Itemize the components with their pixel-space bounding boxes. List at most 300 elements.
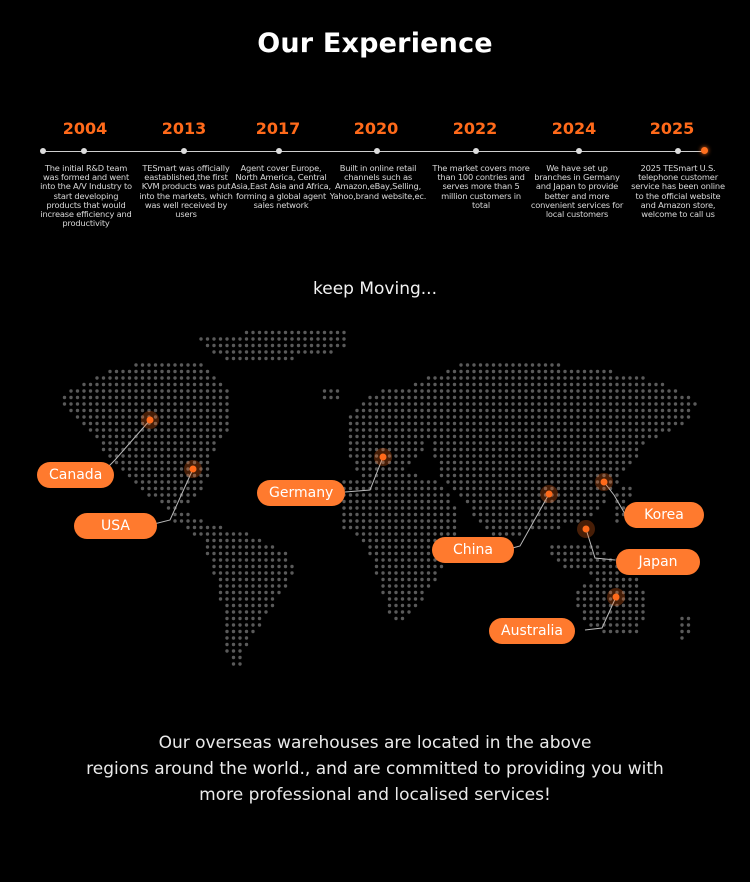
map-dot <box>622 461 625 464</box>
map-dot <box>173 461 176 464</box>
map-dot <box>537 363 540 366</box>
map-dot <box>602 584 605 587</box>
map-dot <box>147 441 150 444</box>
map-dot <box>115 441 118 444</box>
map-dot <box>342 337 345 340</box>
map-dot <box>394 565 397 568</box>
map-dot <box>63 396 66 399</box>
map-dot <box>160 448 163 451</box>
map-dot <box>193 363 196 366</box>
map-dot <box>544 461 547 464</box>
map-dot <box>498 500 501 503</box>
map-dot <box>479 383 482 386</box>
map-dot <box>394 604 397 607</box>
map-dot <box>511 383 514 386</box>
map-dot <box>531 487 534 490</box>
map-dot <box>537 441 540 444</box>
map-dot <box>518 396 521 399</box>
map-dot <box>479 513 482 516</box>
map-dot <box>102 389 105 392</box>
map-dot <box>121 409 124 412</box>
map-dot <box>180 480 183 483</box>
map-dot <box>531 454 534 457</box>
map-dot <box>596 500 599 503</box>
map-dot <box>537 376 540 379</box>
map-dot <box>284 571 287 574</box>
map-dot <box>212 435 215 438</box>
location-label-china: China <box>432 537 514 563</box>
map-dot <box>193 383 196 386</box>
map-dot <box>407 578 410 581</box>
map-dot <box>349 428 352 431</box>
map-dot <box>69 389 72 392</box>
map-dot <box>342 513 345 516</box>
map-dot <box>349 487 352 490</box>
map-dot <box>472 474 475 477</box>
map-dot <box>615 474 618 477</box>
map-dot <box>459 448 462 451</box>
map-dot <box>433 480 436 483</box>
map-dot <box>589 558 592 561</box>
map-dot <box>485 422 488 425</box>
map-dot <box>147 363 150 366</box>
map-dot <box>609 461 612 464</box>
map-dot <box>524 370 527 373</box>
map-dot <box>206 402 209 405</box>
map-dot <box>498 448 501 451</box>
map-dot <box>121 428 124 431</box>
map-dot <box>212 402 215 405</box>
map-dot <box>290 331 293 334</box>
map-dot <box>414 493 417 496</box>
map-dot <box>375 558 378 561</box>
map-dot <box>609 383 612 386</box>
map-dot <box>570 409 573 412</box>
map-dot <box>394 617 397 620</box>
map-dot <box>583 597 586 600</box>
map-dot <box>141 454 144 457</box>
map-dot <box>680 623 683 626</box>
map-dot <box>362 532 365 535</box>
map-dot <box>628 591 631 594</box>
map-dot <box>602 571 605 574</box>
map-dot <box>375 422 378 425</box>
map-dot <box>466 402 469 405</box>
timeline-description: TESmart was officially eastablished,the first KVM products was put into the markets, which was well received by users <box>139 163 233 220</box>
map-dot <box>498 396 501 399</box>
map-dot <box>394 415 397 418</box>
map-dot <box>466 415 469 418</box>
map-dot <box>394 435 397 438</box>
map-dot <box>628 435 631 438</box>
map-dot <box>128 376 131 379</box>
map-dot <box>271 552 274 555</box>
map-dot <box>258 350 261 353</box>
map-dot <box>654 422 657 425</box>
map-dot <box>537 409 540 412</box>
map-dot <box>173 383 176 386</box>
map-dot <box>206 415 209 418</box>
map-dot <box>401 467 404 470</box>
map-dot <box>518 474 521 477</box>
map-dot <box>453 474 456 477</box>
map-dot <box>180 448 183 451</box>
map-dot <box>531 435 534 438</box>
map-dot <box>446 415 449 418</box>
map-dot <box>219 337 222 340</box>
map-dot <box>212 545 215 548</box>
timeline-dot <box>675 148 681 154</box>
map-dot <box>505 383 508 386</box>
map-dot <box>401 591 404 594</box>
map-dot <box>622 617 625 620</box>
map-dot <box>232 610 235 613</box>
map-dot <box>628 454 631 457</box>
map-dot <box>108 383 111 386</box>
map-dot <box>238 344 241 347</box>
map-dot <box>609 370 612 373</box>
map-dot <box>570 474 573 477</box>
map-dot <box>641 422 644 425</box>
map-dot <box>563 545 566 548</box>
map-dot <box>225 396 228 399</box>
map-dot <box>180 500 183 503</box>
map-dot <box>472 487 475 490</box>
map-dot <box>160 383 163 386</box>
map-dot <box>167 500 170 503</box>
map-dot <box>505 526 508 529</box>
map-dot <box>440 448 443 451</box>
map-dot <box>492 441 495 444</box>
map-dot <box>479 493 482 496</box>
map-dot <box>167 402 170 405</box>
map-dot <box>648 428 651 431</box>
map-dot <box>225 630 228 633</box>
map-dot <box>557 506 560 509</box>
map-dot <box>648 383 651 386</box>
map-dot <box>648 435 651 438</box>
map-dot <box>134 409 137 412</box>
map-dot <box>414 383 417 386</box>
map-dot <box>414 454 417 457</box>
map-dot <box>388 526 391 529</box>
map-dot <box>583 506 586 509</box>
map-dot <box>414 415 417 418</box>
map-dot <box>407 552 410 555</box>
map-dot <box>459 383 462 386</box>
map-dot <box>667 389 670 392</box>
map-dot <box>589 376 592 379</box>
map-dot <box>414 435 417 438</box>
map-dot <box>121 441 124 444</box>
map-dot <box>401 441 404 444</box>
map-dot <box>115 428 118 431</box>
map-dot <box>453 513 456 516</box>
map-dot <box>407 571 410 574</box>
map-dot <box>180 441 183 444</box>
timeline-year: 2025 <box>649 119 695 138</box>
map-dot <box>368 402 371 405</box>
map-dot <box>238 643 241 646</box>
map-dot <box>154 467 157 470</box>
map-dot <box>466 428 469 431</box>
map-dot <box>628 409 631 412</box>
map-dot <box>225 617 228 620</box>
map-dot <box>622 428 625 431</box>
map-dot <box>388 506 391 509</box>
map-dot <box>433 428 436 431</box>
map-dot <box>193 402 196 405</box>
map-dot <box>219 532 222 535</box>
map-dot <box>570 454 573 457</box>
map-dot <box>251 344 254 347</box>
map-dot <box>433 487 436 490</box>
map-dot <box>375 396 378 399</box>
map-dot <box>576 545 579 548</box>
map-dot <box>596 441 599 444</box>
map-dot <box>479 422 482 425</box>
map-dot <box>212 558 215 561</box>
map-dot <box>492 370 495 373</box>
map-dot <box>388 558 391 561</box>
map-dot <box>641 415 644 418</box>
map-dot <box>492 376 495 379</box>
map-dot <box>349 422 352 425</box>
map-dot <box>401 584 404 587</box>
map-dot <box>258 331 261 334</box>
map-dot <box>472 415 475 418</box>
map-dot <box>466 474 469 477</box>
map-dot <box>609 565 612 568</box>
map-dot <box>433 454 436 457</box>
map-dot <box>128 435 131 438</box>
map-dot <box>271 604 274 607</box>
map-dot <box>141 448 144 451</box>
map-dot <box>453 409 456 412</box>
map-dot <box>466 448 469 451</box>
location-marker-germany <box>380 454 387 461</box>
map-dot <box>687 402 690 405</box>
map-dot <box>446 441 449 444</box>
map-dot <box>225 337 228 340</box>
map-dot <box>258 344 261 347</box>
map-dot <box>407 415 410 418</box>
map-dot <box>258 337 261 340</box>
map-dot <box>498 402 501 405</box>
map-dot <box>219 350 222 353</box>
map-dot <box>303 344 306 347</box>
map-dot <box>414 506 417 509</box>
map-dot <box>394 513 397 516</box>
map-dot <box>349 519 352 522</box>
map-dot <box>381 441 384 444</box>
map-dot <box>433 500 436 503</box>
map-dot <box>186 441 189 444</box>
map-dot <box>95 415 98 418</box>
map-dot <box>342 506 345 509</box>
map-dot <box>362 487 365 490</box>
map-dot <box>225 357 228 360</box>
map-dot <box>284 565 287 568</box>
map-dot <box>193 415 196 418</box>
map-dot <box>570 565 573 568</box>
map-dot <box>401 539 404 542</box>
map-dot <box>355 513 358 516</box>
map-dot <box>420 513 423 516</box>
map-dot <box>602 389 605 392</box>
map-dot <box>381 474 384 477</box>
map-dot <box>388 584 391 587</box>
map-dot <box>414 545 417 548</box>
map-dot <box>472 441 475 444</box>
map-dot <box>225 597 228 600</box>
map-dot <box>661 389 664 392</box>
map-dot <box>381 435 384 438</box>
map-dot <box>635 623 638 626</box>
map-dot <box>466 396 469 399</box>
map-dot <box>232 357 235 360</box>
map-dot <box>511 415 514 418</box>
map-dot <box>427 545 430 548</box>
map-dot <box>121 467 124 470</box>
map-dot <box>570 435 573 438</box>
map-dot <box>550 383 553 386</box>
map-dot <box>297 350 300 353</box>
map-dot <box>225 539 228 542</box>
map-dot <box>440 409 443 412</box>
map-dot <box>479 441 482 444</box>
map-dot <box>238 597 241 600</box>
map-dot <box>407 409 410 412</box>
map-dot <box>186 383 189 386</box>
map-dot <box>336 396 339 399</box>
map-dot <box>583 617 586 620</box>
map-dot <box>446 506 449 509</box>
map-dot <box>368 532 371 535</box>
map-dot <box>505 474 508 477</box>
map-dot <box>609 617 612 620</box>
map-dot <box>427 409 430 412</box>
map-dot <box>433 506 436 509</box>
map-dot <box>206 370 209 373</box>
map-dot <box>563 552 566 555</box>
map-dot <box>180 467 183 470</box>
map-dot <box>264 578 267 581</box>
map-dot <box>329 350 332 353</box>
map-dot <box>394 610 397 613</box>
timeline-year: 2024 <box>551 119 597 138</box>
map-dot <box>225 389 228 392</box>
map-dot <box>401 578 404 581</box>
map-dot <box>271 350 274 353</box>
map-dot <box>628 448 631 451</box>
map-dot <box>199 454 202 457</box>
map-dot <box>518 389 521 392</box>
map-dot <box>212 571 215 574</box>
map-dot <box>219 597 222 600</box>
map-dot <box>615 610 618 613</box>
map-dot <box>576 487 579 490</box>
map-dot <box>576 474 579 477</box>
map-dot <box>134 389 137 392</box>
map-dot <box>466 467 469 470</box>
map-dot <box>563 435 566 438</box>
map-dot <box>583 396 586 399</box>
map-dot <box>628 630 631 633</box>
map-dot <box>277 331 280 334</box>
timeline-description: The market covers more than 100 contries and serves more than 5 million customers in total <box>432 163 530 210</box>
map-dot <box>505 500 508 503</box>
map-dot <box>511 480 514 483</box>
map-dot <box>199 519 202 522</box>
map-dot <box>414 480 417 483</box>
map-dot <box>121 454 124 457</box>
map-dot <box>485 513 488 516</box>
map-dot <box>264 552 267 555</box>
map-dot <box>641 383 644 386</box>
map-dot <box>596 448 599 451</box>
map-dot <box>498 389 501 392</box>
map-dot <box>570 493 573 496</box>
map-dot <box>596 565 599 568</box>
map-dot <box>453 415 456 418</box>
map-dot <box>245 552 248 555</box>
map-dot <box>225 422 228 425</box>
map-dot <box>414 552 417 555</box>
map-dot <box>407 610 410 613</box>
map-dot <box>609 578 612 581</box>
map-dot <box>147 480 150 483</box>
map-dot <box>394 493 397 496</box>
map-dot <box>459 487 462 490</box>
map-dot <box>680 396 683 399</box>
map-dot <box>622 500 625 503</box>
map-dot <box>544 435 547 438</box>
map-dot <box>511 428 514 431</box>
map-dot <box>511 487 514 490</box>
map-dot <box>433 493 436 496</box>
map-dot <box>622 415 625 418</box>
map-dot <box>381 571 384 574</box>
map-dot <box>225 623 228 626</box>
map-dot <box>407 448 410 451</box>
map-dot <box>505 532 508 535</box>
map-dot <box>394 539 397 542</box>
map-dot <box>108 409 111 412</box>
timeline-year: 2004 <box>62 119 108 138</box>
map-dot <box>459 474 462 477</box>
map-dot <box>576 376 579 379</box>
map-dot <box>167 441 170 444</box>
map-dot <box>596 454 599 457</box>
map-dot <box>147 396 150 399</box>
map-dot <box>511 409 514 412</box>
map-dot <box>407 519 410 522</box>
map-dot <box>232 597 235 600</box>
map-dot <box>375 402 378 405</box>
map-dot <box>615 376 618 379</box>
map-dot <box>524 389 527 392</box>
map-dot <box>563 370 566 373</box>
map-dot <box>212 344 215 347</box>
map-dot <box>271 344 274 347</box>
map-dot <box>375 532 378 535</box>
map-dot <box>492 448 495 451</box>
map-dot <box>388 539 391 542</box>
map-dot <box>446 435 449 438</box>
map-dot <box>108 454 111 457</box>
map-dot <box>160 500 163 503</box>
